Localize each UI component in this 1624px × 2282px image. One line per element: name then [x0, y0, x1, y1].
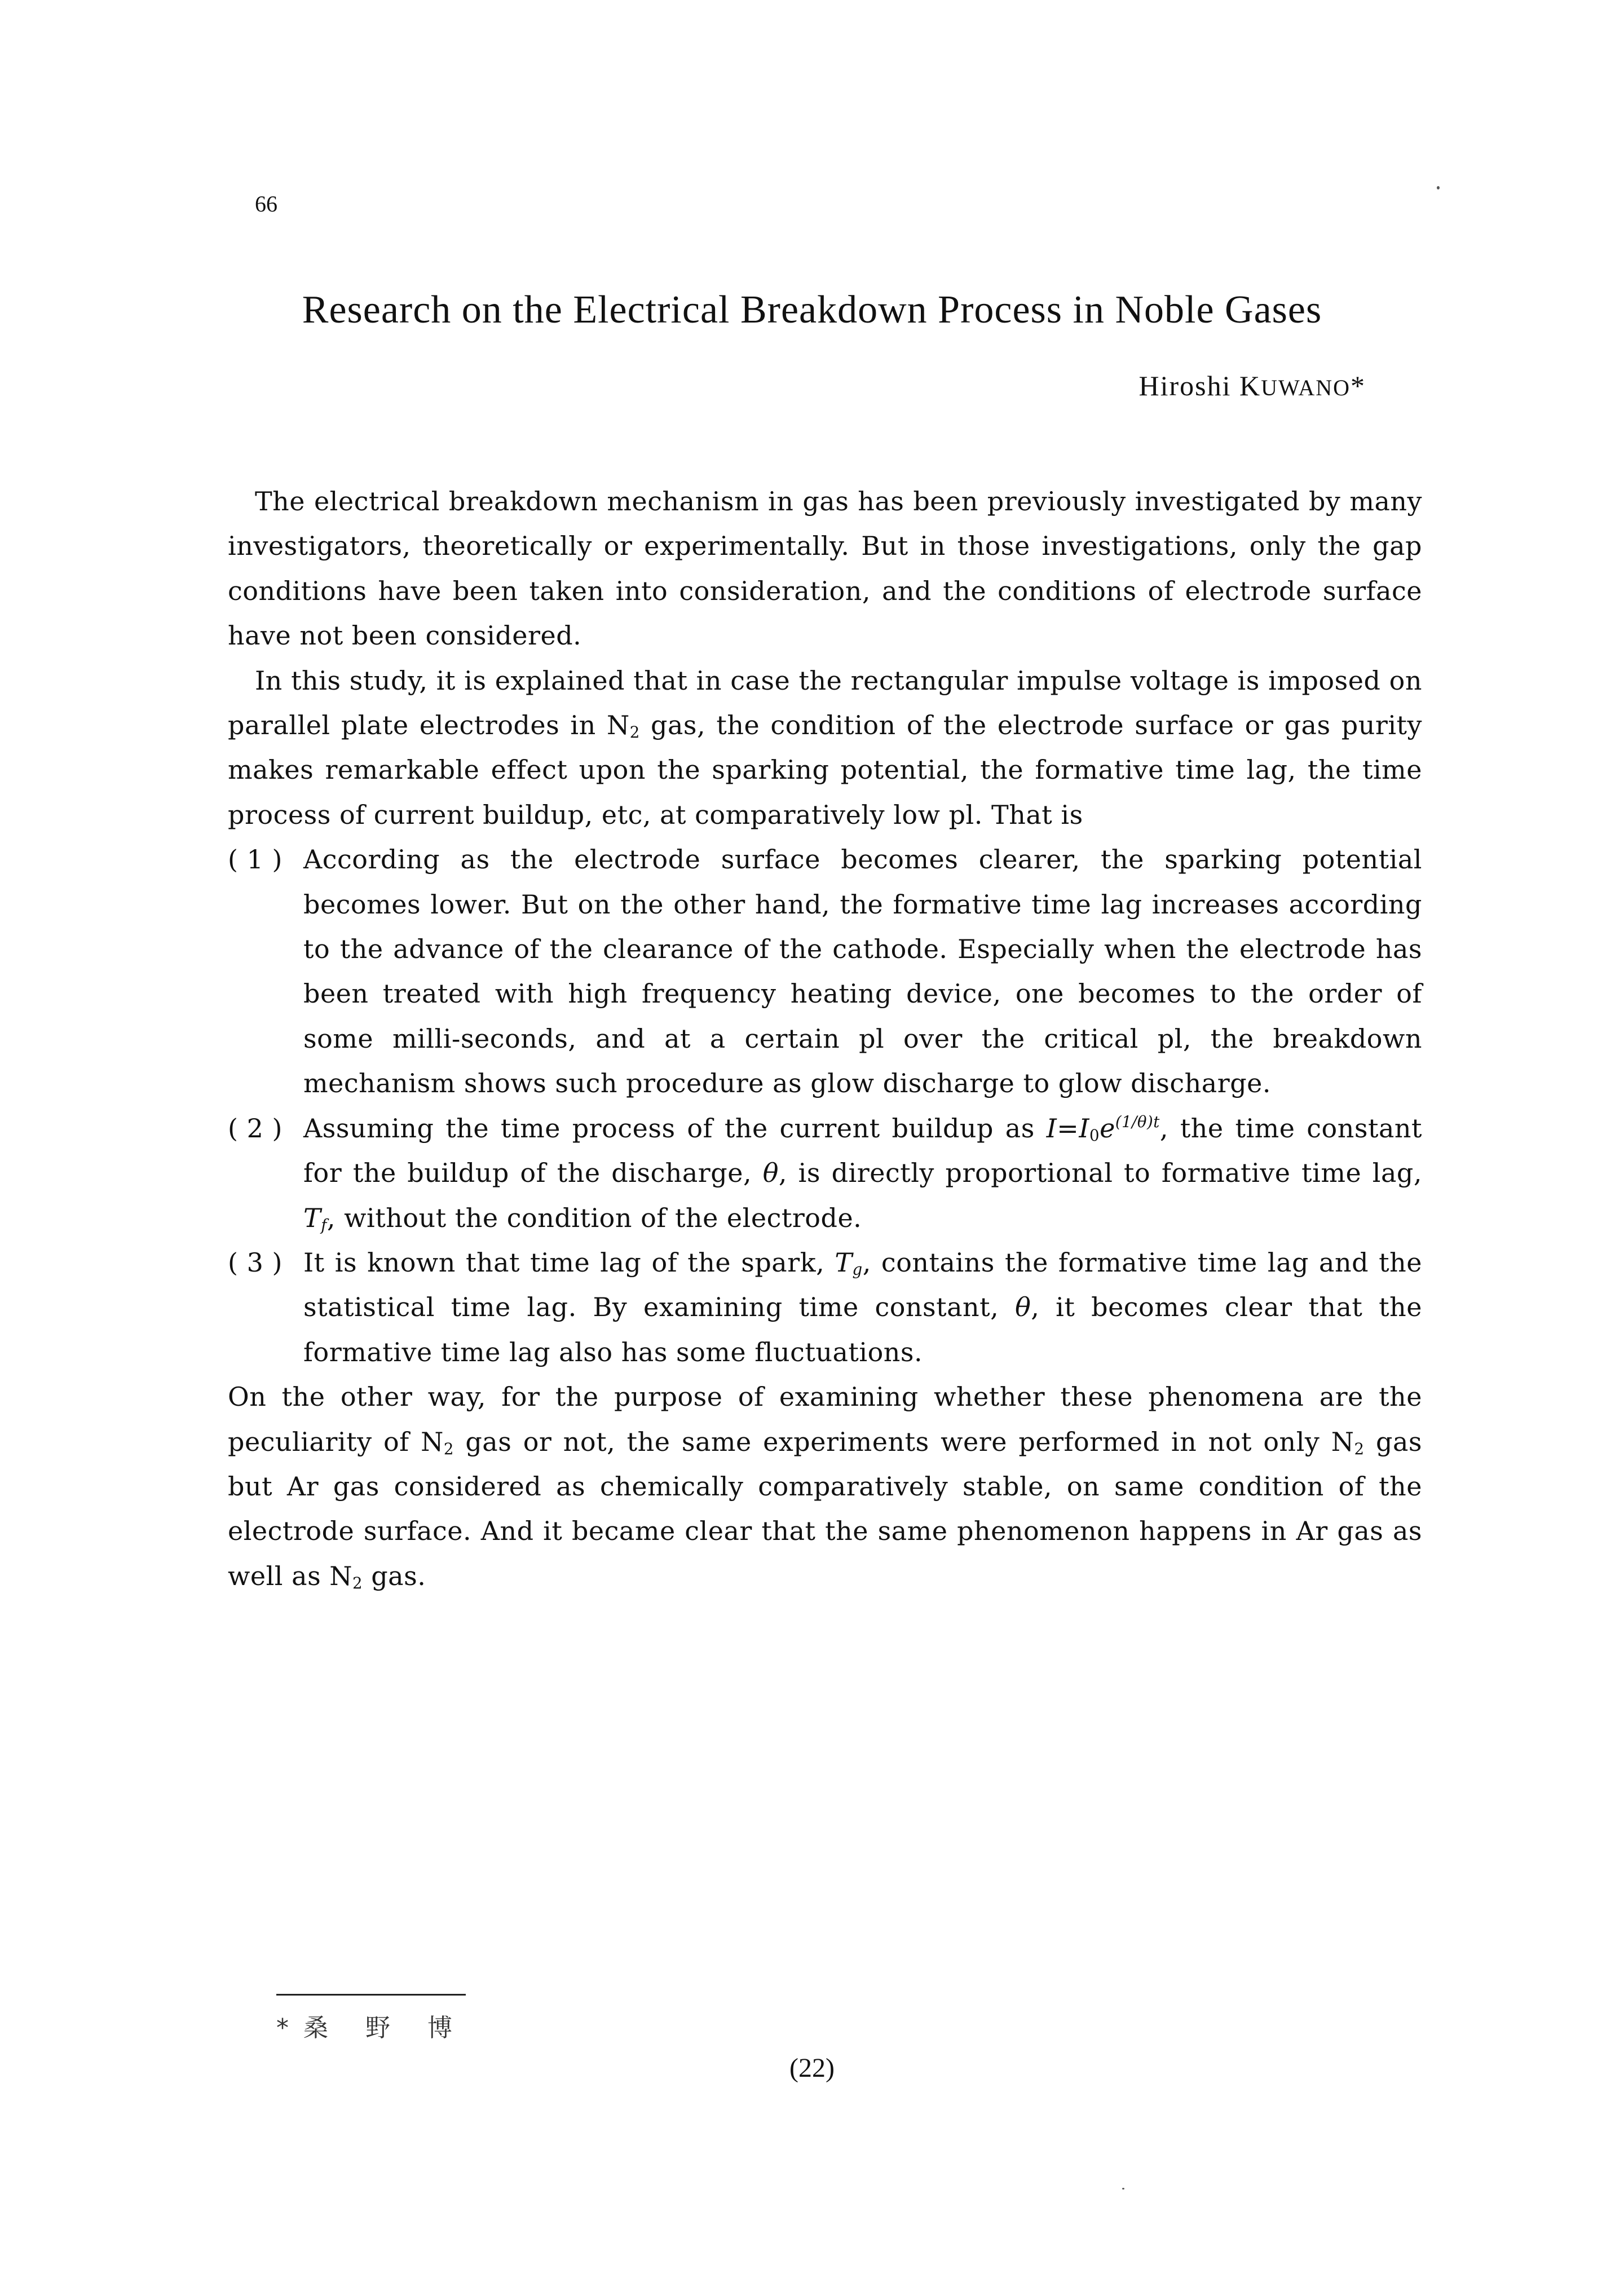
subscript: 2 [443, 1439, 454, 1458]
text-segment: , is directly proportional to formative time lag, [778, 1158, 1422, 1189]
text-segment: It is known that time lag of the spark, [303, 1247, 835, 1278]
author-family-rest: UWANO [1261, 375, 1351, 400]
author-line [1139, 369, 1366, 402]
author-family-name [1239, 370, 1351, 401]
subscript: 2 [1354, 1439, 1365, 1458]
list-item-number: ( 2 ) [228, 1113, 283, 1144]
list-item-3 [228, 1241, 1422, 1375]
text-segment: Assuming the time process of the current buildup as [303, 1113, 1047, 1144]
eq-symbol: T [303, 1202, 321, 1233]
paragraph-2 [228, 659, 1422, 838]
list-item-number: ( 1 ) [228, 844, 283, 875]
eq-symbol: e [1100, 1113, 1115, 1144]
text-segment: , without the condition of the electrode. [326, 1202, 862, 1233]
superscript: (1/θ)t [1115, 1112, 1160, 1131]
paragraph-2-text-a: In this study, it is explained that in case the rectangular impulse voltage is imposed on parallel plate electrodes in N [228, 665, 1422, 741]
list-item-number: ( 3 ) [228, 1247, 283, 1278]
eq-symbol: T [835, 1247, 853, 1278]
scan-speck [1122, 2188, 1124, 2190]
equation [1047, 1113, 1160, 1144]
footnote-author-japanese: *桑 野 博 [276, 2014, 467, 2042]
abstract-body [228, 479, 1422, 1599]
subscript: 2 [629, 723, 640, 742]
paper-title: Research on the Electrical Breakdown Process in Noble Gases [302, 288, 1322, 332]
author-given-name: Hiroshi [1138, 370, 1232, 401]
paragraph-1: The electrical breakdown mechanism in gas has been previously investigated by many investigators, theoretically or experimentally. But in those investigations, only the gap conditions have been taken into consideration, and the conditions of electrode surface have not been considered. [228, 486, 1422, 651]
text-segment: gas or not, the same experiments were performed in not only N [453, 1426, 1354, 1457]
subscript: 2 [352, 1573, 363, 1592]
list-item-text [303, 1241, 1422, 1375]
text-segment: , it becomes clear that the formative time lag also has some fluctuations. [303, 1292, 1422, 1367]
text-segment: gas. [363, 1560, 426, 1591]
footer-page-label: (22) [789, 2053, 835, 2083]
list-item-text [303, 1106, 1422, 1241]
eq-symbol: = [1057, 1113, 1079, 1144]
theta-symbol: θ [1015, 1292, 1031, 1323]
text-segment: , the time constant for the buildup of the discharge, [303, 1113, 1422, 1189]
footnote-divider [276, 1994, 466, 1996]
scan-speck [1437, 186, 1440, 189]
eq-symbol: I [1046, 1113, 1057, 1144]
paragraph-3 [228, 1375, 1422, 1599]
text-segment: On the other way, for the purpose of examining whether these phenomena are the peculiarity of N [228, 1381, 1422, 1457]
subscript: g [852, 1260, 863, 1279]
text-segment: , contains the formative time lag and the statistical time lag. By examining time constant, [303, 1247, 1422, 1323]
list-item-2 [228, 1106, 1422, 1241]
eq-symbol: I [1079, 1113, 1090, 1144]
text-segment: gas but Ar gas considered as chemically comparatively stable, on same condition of the electrode surface. And it became clear that the same phenomenon happens in Ar gas as well as N [228, 1426, 1422, 1591]
page-number: 66 [255, 191, 277, 217]
paragraph-2-text-b: gas, the condition of the electrode surface or gas purity makes remarkable effect upon the sparking potential, the formative time lag, the time process of current buildup, etc, at comparatively low pl. That is [228, 710, 1423, 830]
subscript: 0 [1089, 1125, 1100, 1145]
subscript: f [321, 1215, 327, 1234]
list-item-text: According as the electrode surface becomes clearer, the sparking potential becomes lower. But on the other hand, the formative time lag increases according to the advance of the clearance of the cathode. Especially when the electrode has been treated with high frequency heating device, one becomes to the order of some milli-seconds, and at a certain pl over the critical pl, the breakdown mechanism shows such procedure as glow discharge to glow discharge. [303, 844, 1422, 1099]
list-item-1 [228, 837, 1422, 1106]
theta-symbol: θ [762, 1158, 779, 1189]
author-footnote-marker: * [1351, 370, 1366, 401]
author-family-initial: K [1239, 370, 1261, 401]
